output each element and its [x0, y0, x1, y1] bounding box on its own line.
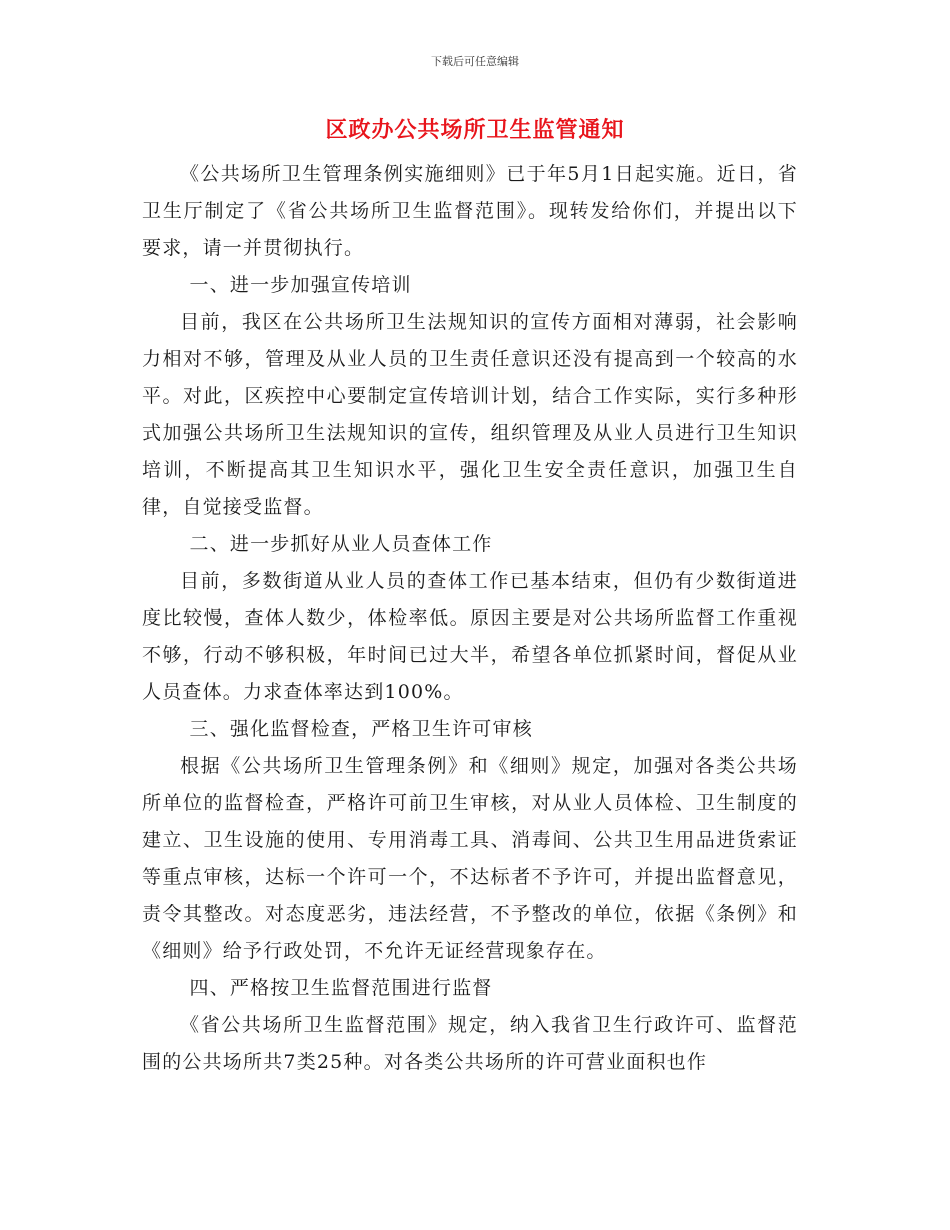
document-body: [142, 156, 798, 1081]
section-2-paragraph: 目前，多数街道从业人员的查体工作已基本结束，但仍有少数街道进度比较慢，查体人数少，体检率低。原因主要是对公共场所监督工作重视不够，行动不够积极，年时间已过大半，希望各单位抓紧时间，督促从业人员查体。力求查体率达到100%。: [142, 570, 798, 703]
section-4-paragraph: 《省公共场所卫生监督范围》规定，纳入我省卫生行政许可、监督范围的公共场所共7类25种。对各类公共场所的许可营业面积也作: [142, 1014, 798, 1073]
page-header-note: 下载后可任意编辑: [431, 55, 519, 68]
document-title: 区政办公共场所卫生监管通知: [325, 118, 625, 143]
section-3-paragraph: 根据《公共场所卫生管理条例》和《细则》规定，加强对各类公共场所单位的监督检查，严格许可前卫生审核，对从业人员体检、卫生制度的建立、卫生设施的使用、专用消毒工具、消毒间、公共卫生用品进货索证等重点审核，达标一个许可一个，不达标者不予许可，并提出监督意见，责令其整改。对态度恶劣，违法经营，不予整改的单位，依据《条例》和《细则》给予行政处罚，不允许无证经营现象存在。: [142, 755, 798, 962]
section-heading-4: 四、严格按卫生监督范围进行监督: [189, 977, 493, 999]
section-heading-3: 三、强化监督检查，严格卫生许可审核: [189, 718, 533, 740]
intro-paragraph: 《公共场所卫生管理条例实施细则》已于年5月1日起实施。近日，省卫生厅制定了《省公共场所卫生监督范围》。现转发给你们，并提出以下要求，请一并贯彻执行。: [142, 163, 798, 259]
section-1-paragraph: 目前，我区在公共场所卫生法规知识的宣传方面相对薄弱，社会影响力相对不够，管理及从业人员的卫生责任意识还没有提高到一个较高的水平。对此，区疾控中心要制定宣传培训计划，结合工作实际，实行多种形式加强公共场所卫生法规知识的宣传，组织管理及从业人员进行卫生知识培训，不断提高其卫生知识水平，强化卫生安全责任意识，加强卫生自律，自觉接受监督。: [142, 311, 798, 518]
section-heading-2: 二、进一步抓好从业人员查体工作: [189, 533, 493, 555]
section-heading-1: 一、进一步加强宣传培训: [189, 274, 412, 296]
